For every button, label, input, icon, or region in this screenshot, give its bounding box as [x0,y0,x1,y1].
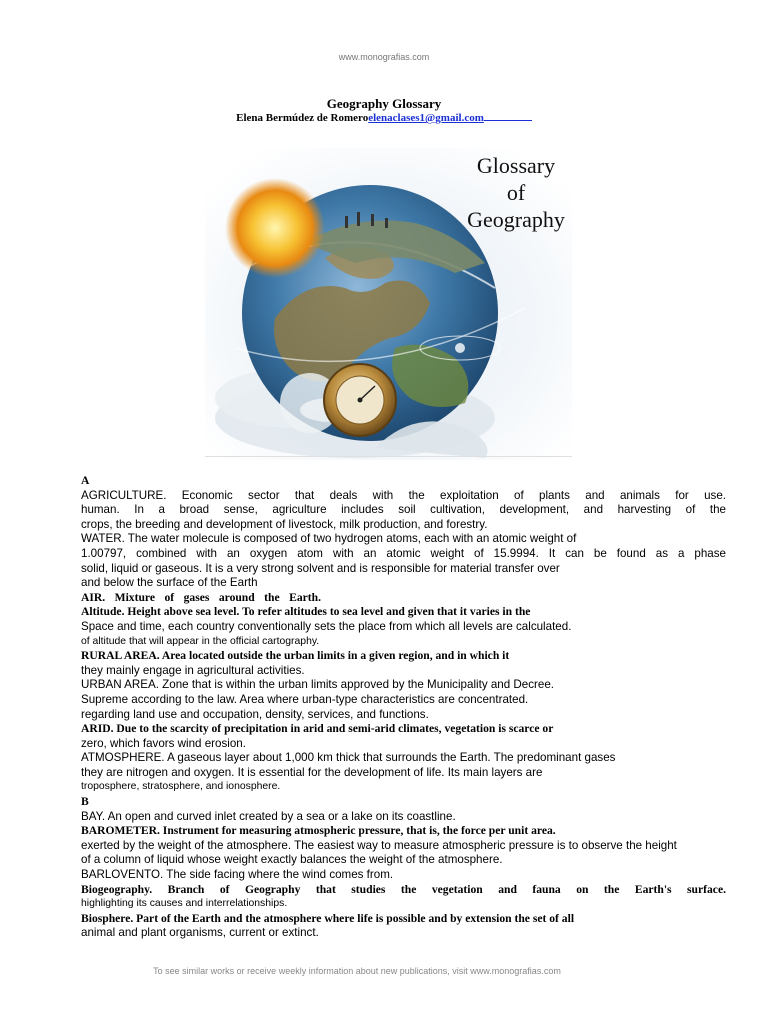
author-line [0,112,768,124]
author-email-link[interactable]: elenaclases1@gmail.com [368,112,484,124]
glossary-line: ATMOSPHERE. A gaseous layer about 1,000 km thick that surrounds the Earth. The predominant gases [81,751,616,765]
glossary-line: ARID. Due to the scarcity of precipitation in arid and semi-arid climates, vegetation is scarce or [81,722,554,736]
glossary-line: AGRICULTURE. Economic sector that deals with the exploitation of plants and animals for use. [81,488,726,502]
glossary-line: they mainly engage in agricultural activities. [81,663,305,677]
glossary-line: Space and time, each country conventionally sets the place from which all levels are calculated. [81,619,572,633]
page-footer: To see similar works or receive weekly information about new publications, visit www.monografias.com [153,966,561,976]
glossary-line: AIR. Mixture of gases around the Earth. [81,590,321,604]
glossary-line: human. In a broad sense, agriculture includes soil cultivation, development, and harvesting of the [81,503,726,517]
glossary-line: BAROMETER. Instrument for measuring atmospheric pressure, that is, the force per unit area. [81,824,556,838]
glossary-line: solid, liquid or gaseous. It is a very strong solvent and is responsible for material transfer over [81,561,560,575]
cover-illustration [205,148,572,460]
glossary-line: of altitude that will appear in the official cartography. [81,635,320,647]
glossary-line: zero, which favors wind erosion. [81,736,246,750]
glossary-line: RURAL AREA. Area located outside the urban limits in a given region, and in which it [81,649,510,663]
cover-title-line: Geography [467,207,565,232]
glossary-line: WATER. The water molecule is composed of two hydrogen atoms, each with an atomic weight of [81,532,577,546]
cover-title [451,152,581,233]
email-underline [484,120,532,121]
document-title: Geography Glossary [326,96,442,111]
glossary-line: Biogeography. Branch of Geography that studies the vegetation and fauna on the Earth's surface. [81,882,726,896]
glossary-line: exerted by the weight of the atmosphere. The easiest way to measure atmospheric pressure is to observe the height [81,838,677,852]
glossary-line: of a column of liquid whose weight exactly balances the weight of the atmosphere. [81,853,503,867]
glossary-line: 1.00797, combined with an oxygen atom with an atomic weight of 15.9994. It can be found as a phase [81,546,726,560]
glossary-line: BAY. An open and curved inlet created by a sea or a lake on its coastline. [81,809,456,823]
author-name: Elena Bermúdez de Romero [236,112,369,124]
cover-title-line: of [506,180,526,205]
glossary-line: troposphere, stratosphere, and ionosphere. [81,781,281,793]
glossary-line: URBAN AREA. Zone that is within the urban limits approved by the Municipality and Decree. [81,678,554,692]
glossary-line: highlighting its causes and interrelationships. [81,898,288,910]
glossary-line: animal and plant organisms, current or extinct. [81,926,319,940]
cover-title-line: Glossary [476,153,556,178]
glossary-line: and below the surface of the Earth [81,576,258,590]
section-letter: B [81,795,89,809]
glossary-line: they are nitrogen and oxygen. It is essential for the development of life. Its main layers are [81,765,543,779]
glossary-line: BARLOVENTO. The side facing where the wind comes from. [81,868,394,882]
site-header: www.monografias.com [338,52,430,62]
glossary-line: crops, the breeding and development of livestock, milk production, and forestry. [81,517,488,531]
glossary-content [81,474,726,941]
glossary-line: Supreme according to the law. Area where urban-type characteristics are concentrated. [81,692,529,706]
glossary-line: Biosphere. Part of the Earth and the atmosphere where life is possible and by extension the set of all [81,911,575,925]
glossary-line: regarding land use and occupation, density, services, and functions. [81,707,429,721]
glossary-line: Altitude. Height above sea level. To refer altitudes to sea level and given that it varies in the [81,605,531,619]
section-letter: A [81,474,90,487]
